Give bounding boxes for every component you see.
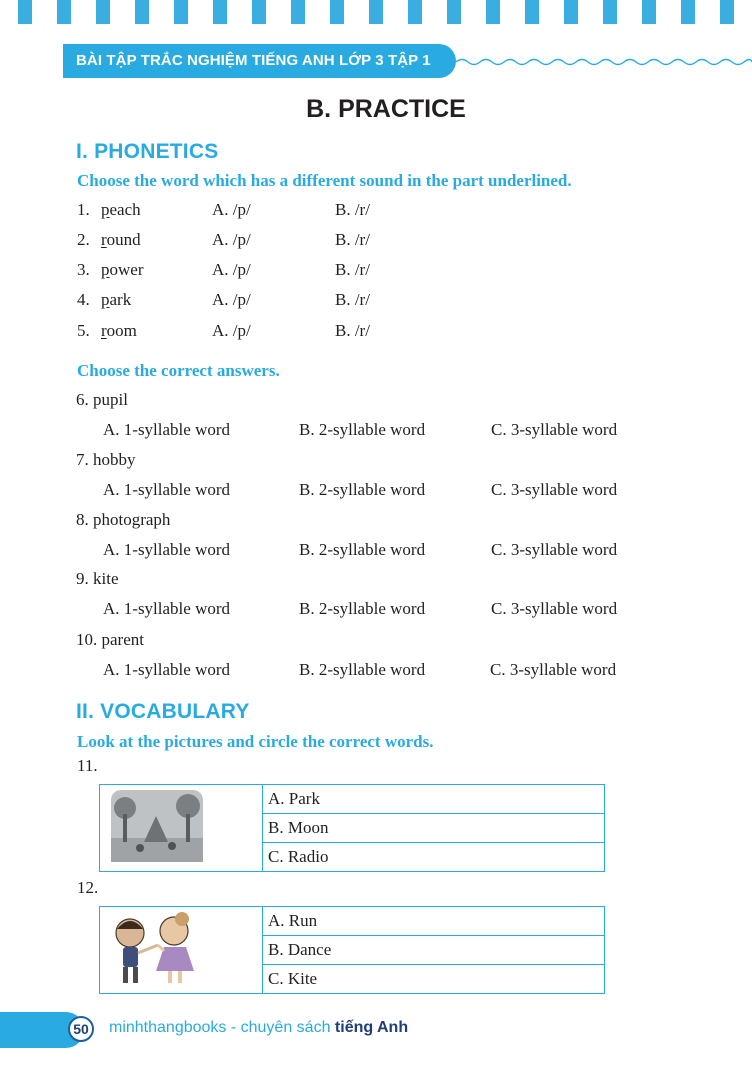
- word-rest: ark: [109, 290, 132, 309]
- question-number: 12.: [77, 878, 99, 897]
- word-rest: ound: [106, 230, 141, 249]
- option-b[interactable]: B. /r/: [335, 260, 370, 279]
- page-number: 50: [68, 1016, 94, 1042]
- syllable-question: 8. photograph: [76, 510, 171, 529]
- answer-option[interactable]: C. Radio: [263, 843, 605, 872]
- option-c[interactable]: C. 3-syllable word: [490, 660, 617, 679]
- option-b[interactable]: B. 2-syllable word: [299, 540, 426, 559]
- answer-option[interactable]: B. Moon: [263, 814, 605, 843]
- underlined-part: r: [101, 230, 107, 249]
- underlined-part: r: [101, 321, 107, 340]
- option-c[interactable]: C. 3-syllable word: [491, 540, 618, 559]
- option-b[interactable]: B. /r/: [335, 230, 370, 249]
- syllable-question: 7. hobby: [76, 450, 136, 469]
- instruction-syllables: Choose the correct answers.: [77, 361, 280, 380]
- picture-cell: [100, 907, 263, 994]
- book-header-title: BÀI TẬP TRẮC NGHIỆM TIẾNG ANH LỚP 3 TẬP 1: [63, 44, 456, 78]
- option-b[interactable]: B. 2-syllable word: [299, 599, 426, 618]
- header-wave-decoration: [456, 55, 752, 69]
- footer-brand-bold: tiếng Anh: [334, 1019, 409, 1036]
- instruction-vocabulary: Look at the pictures and circle the correct words.: [77, 732, 434, 751]
- option-a[interactable]: A. /p/: [212, 290, 251, 309]
- option-c[interactable]: C. 3-syllable word: [491, 599, 618, 618]
- top-decorative-stripes: [0, 0, 752, 26]
- question-word: [101, 290, 131, 310]
- section-title-vocabulary: II. VOCABULARY: [76, 700, 250, 723]
- word-rest: oom: [106, 321, 137, 340]
- vocab-table-11: [99, 784, 605, 872]
- underlined-part: p: [101, 290, 110, 309]
- instruction-phonetics: Choose the word which has a different sound in the part underlined.: [77, 171, 572, 190]
- question-word: [101, 230, 141, 250]
- question-word: [101, 260, 143, 280]
- word-rest: ower: [109, 260, 144, 279]
- option-b[interactable]: B. 2-syllable word: [299, 420, 426, 439]
- answer-option[interactable]: B. Dance: [263, 936, 605, 965]
- option-b[interactable]: B. /r/: [335, 321, 370, 340]
- answer-option[interactable]: A. Park: [263, 785, 605, 814]
- page-title: B. PRACTICE: [306, 95, 466, 123]
- question-number: 5.: [77, 321, 90, 340]
- option-b[interactable]: B. 2-syllable word: [299, 660, 426, 679]
- section-title-phonetics: I. PHONETICS: [76, 140, 219, 163]
- footer-brand-text: minhthangbooks - chuyên sách: [109, 1019, 331, 1036]
- question-number: 1.: [77, 200, 90, 219]
- option-c[interactable]: C. 3-syllable word: [491, 420, 618, 439]
- option-a[interactable]: A. /p/: [212, 200, 251, 219]
- option-b[interactable]: B. 2-syllable word: [299, 480, 426, 499]
- word-rest: each: [109, 200, 141, 219]
- question-number: 11.: [77, 756, 98, 775]
- question-word: [101, 200, 141, 220]
- option-a[interactable]: A. /p/: [212, 321, 251, 340]
- option-a[interactable]: A. /p/: [212, 230, 251, 249]
- vocab-table-12: [99, 906, 605, 994]
- dancing-kids-picture-icon: [100, 907, 262, 993]
- answer-option[interactable]: C. Kite: [263, 965, 605, 994]
- question-number: 3.: [77, 260, 90, 279]
- picture-cell: [100, 785, 263, 872]
- footer-brand: [109, 1019, 408, 1037]
- option-a[interactable]: A. /p/: [212, 260, 251, 279]
- option-c[interactable]: C. 3-syllable word: [491, 480, 618, 499]
- question-word: [101, 321, 137, 341]
- option-a[interactable]: A. 1-syllable word: [103, 660, 231, 679]
- answer-option[interactable]: A. Run: [263, 907, 605, 936]
- option-b[interactable]: B. /r/: [335, 200, 370, 219]
- underlined-part: p: [101, 260, 110, 279]
- syllable-question: 10. parent: [76, 630, 144, 649]
- syllable-question: 9. kite: [76, 569, 119, 588]
- syllable-question: 6. pupil: [76, 390, 128, 409]
- option-b[interactable]: B. /r/: [335, 290, 370, 309]
- option-a[interactable]: A. 1-syllable word: [103, 540, 231, 559]
- question-number: 4.: [77, 290, 90, 309]
- underlined-part: p: [101, 200, 110, 219]
- option-a[interactable]: A. 1-syllable word: [103, 599, 231, 618]
- question-number: 2.: [77, 230, 90, 249]
- option-a[interactable]: A. 1-syllable word: [103, 420, 231, 439]
- option-a[interactable]: A. 1-syllable word: [103, 480, 231, 499]
- park-scene-picture-icon: [100, 786, 262, 870]
